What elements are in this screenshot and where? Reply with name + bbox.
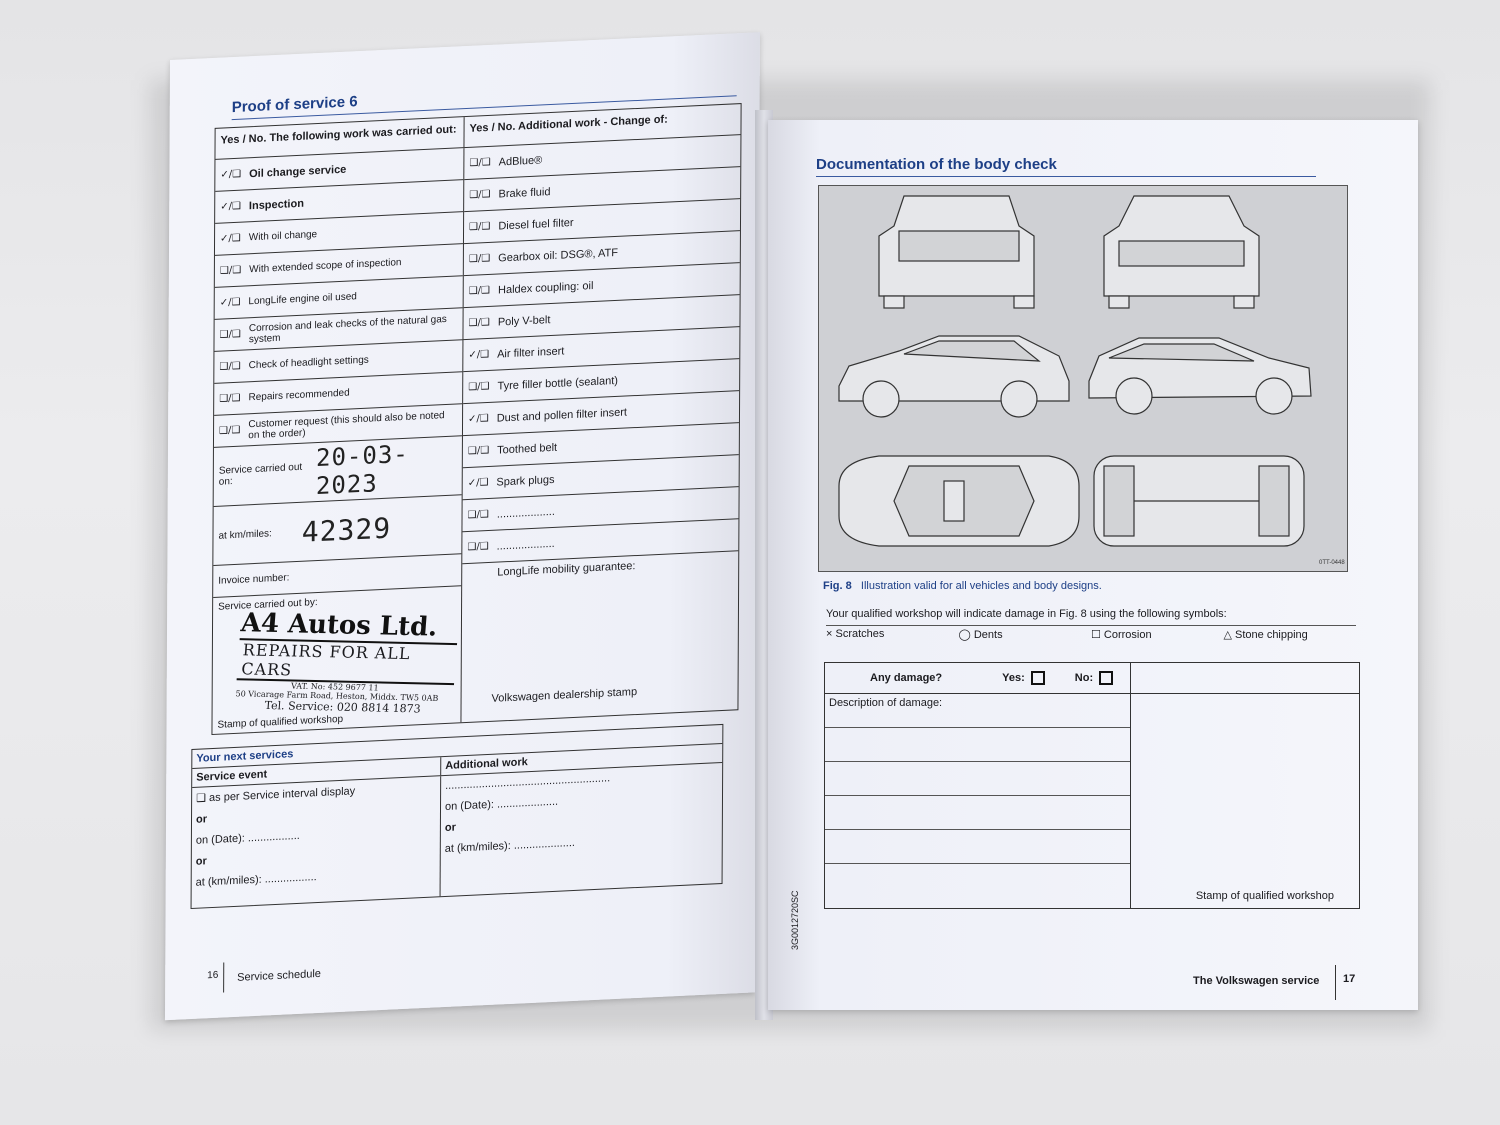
service-date-value[interactable]: 20-03-2023 [315, 439, 409, 501]
work-item: With oil change [248, 229, 318, 244]
stamp-tel: Tel. Service: 020 8814 1873 [264, 698, 422, 716]
footer-label: The Volkswagen service [1193, 975, 1320, 987]
work-item: Corrosion and leak checks of the natural gas system [248, 313, 447, 345]
additional-header: Yes / No. Additional work - Change of: [469, 113, 668, 135]
figure-label: Fig. 8 [823, 580, 852, 592]
service-table [211, 103, 741, 735]
symbols-legend [826, 625, 1356, 641]
checkbox[interactable]: ✓/❑ [468, 412, 489, 425]
checkbox[interactable]: ❑/❑ [467, 444, 490, 457]
stamp-tagline: REPAIRS FOR ALL CARS [237, 638, 458, 685]
page-number: 16 [207, 969, 219, 982]
additional-item: ................... [496, 505, 555, 521]
side-code: 3G0012720SC [790, 890, 800, 950]
or-label: or [195, 855, 207, 868]
additional-item: Tyre filler bottle (sealant) [497, 374, 618, 393]
km-label: at km/miles: [218, 527, 272, 542]
checkbox[interactable]: ❑/❑ [219, 360, 241, 373]
yes-label: Yes: [1002, 672, 1025, 684]
interval-option[interactable]: ❑ as per Service interval display [196, 785, 356, 805]
checkbox[interactable]: ❑/❑ [469, 220, 491, 233]
symbol-corrosion: ☐ Corrosion [1091, 629, 1152, 641]
checkbox[interactable]: ✓/❑ [468, 348, 490, 361]
work-item: Repairs recommended [248, 387, 350, 404]
service-date-label: Service carried out on: [218, 461, 303, 488]
additional-item: Spark plugs [496, 473, 555, 489]
additional-item: Air filter insert [497, 344, 565, 361]
description-line[interactable] [825, 728, 1130, 762]
km-value[interactable]: 42329 [301, 511, 392, 549]
checkbox[interactable]: ❑/❑ [219, 424, 241, 437]
checkbox[interactable]: ❑/❑ [468, 284, 491, 297]
work-item: Customer request (this should also be noted on the order) [248, 409, 445, 441]
checkbox[interactable]: ❑/❑ [219, 264, 242, 277]
on-date-field-2[interactable]: on (Date): .................... [444, 795, 559, 814]
dealership-stamp-area [462, 551, 739, 710]
footer-divider [1335, 965, 1336, 1000]
checkbox[interactable]: ❑/❑ [467, 508, 489, 521]
stamp-name: A4 Autos Ltd. [239, 608, 439, 643]
additional-item: Haldex coupling: oil [497, 279, 594, 297]
checkbox[interactable]: ✓/❑ [467, 476, 489, 489]
invoice-label: Invoice number: [218, 572, 290, 587]
checkbox[interactable]: ❑/❑ [468, 380, 490, 393]
additional-item: ................... [496, 537, 555, 553]
additional-item: Poly V-belt [497, 313, 551, 329]
workshop-stamp-area [212, 586, 461, 734]
additional-item: Dust and pollen filter insert [496, 405, 628, 425]
service-event-header: Service event [192, 757, 441, 787]
description-line[interactable] [825, 830, 1130, 864]
work-item: With extended scope of inspection [249, 257, 402, 276]
or-label: or [195, 813, 208, 826]
or-label: or [444, 821, 456, 835]
mobility-label: LongLife mobility guarantee: [497, 560, 636, 579]
no-checkbox[interactable] [1099, 671, 1113, 685]
on-date-field[interactable]: on (Date): ................. [195, 829, 300, 847]
yes-checkbox[interactable] [1031, 671, 1045, 685]
checkbox[interactable]: ✓/❑ [220, 200, 241, 213]
car-diagram [819, 186, 1347, 571]
work-item: Check of headlight settings [248, 354, 369, 372]
checkbox[interactable]: ❑/❑ [469, 156, 491, 169]
work-item: Inspection [248, 197, 304, 212]
additional-work-field[interactable]: ...................................................... [445, 772, 611, 793]
checkbox[interactable]: ❑/❑ [219, 392, 241, 405]
symbol-stone-chipping: △ Stone chipping [1223, 629, 1308, 641]
work-item: Oil change service [249, 163, 347, 180]
figure-caption-text: Illustration valid for all vehicles and body designs. [860, 580, 1102, 592]
next-services-title: Your next services [192, 725, 722, 769]
dealership-stamp-label: Volkswagen dealership stamp [491, 685, 638, 705]
symbol-dents: ◯ Dents [958, 629, 1003, 641]
checkbox[interactable]: ✓/❑ [219, 296, 241, 309]
checkbox[interactable]: ❑/❑ [219, 328, 241, 341]
workshop-stamp [234, 608, 459, 716]
title-rule [816, 176, 1316, 177]
symbol-scratches: × Scratches [826, 628, 885, 640]
page-title: Documentation of the body check [816, 156, 1057, 173]
additional-item: AdBlue® [498, 153, 543, 168]
description-line[interactable] [825, 762, 1130, 796]
additional-column [461, 135, 740, 722]
right-page [768, 120, 1418, 1010]
additional-item: Gearbox oil: DSG®, ATF [498, 246, 619, 265]
description-label: Description of damage: [825, 694, 1130, 728]
damage-table [824, 662, 1360, 909]
page-number: 17 [1343, 973, 1356, 985]
stamp-address: 50 Vicarage Farm Road, Heston, Middx. TW5 0AB [235, 689, 439, 703]
footer-label: Service schedule [237, 967, 321, 984]
checkbox[interactable]: ❑/❑ [467, 540, 489, 553]
next-services-box [191, 724, 724, 909]
left-page [165, 32, 760, 1020]
damage-question: Any damage? [870, 672, 943, 684]
work-column [212, 148, 464, 734]
checkbox[interactable]: ❑/❑ [468, 252, 491, 265]
additional-work-header: Additional work [445, 756, 528, 773]
additional-item: Brake fluid [498, 185, 551, 201]
symbols-intro: Your qualified workshop will indicate damage in Fig. 8 using the following symbols: [826, 608, 1227, 620]
stamp-label: Stamp of qualified workshop [1195, 890, 1334, 902]
checkbox[interactable]: ✓/❑ [220, 232, 241, 245]
at-km-field[interactable]: at (km/miles): ................. [195, 871, 317, 889]
work-item: LongLife engine oil used [248, 291, 357, 308]
additional-item: Toothed belt [497, 441, 558, 457]
stamp-workshop-label: Stamp of qualified workshop [217, 713, 344, 731]
at-km-field-2[interactable]: at (km/miles): .................... [444, 836, 576, 856]
additional-item: Diesel fuel filter [498, 216, 574, 233]
body-check-figure [818, 185, 1348, 572]
figure-code: 0TT-0448 [1319, 560, 1345, 566]
work-header: Yes / No. The following work was carried out: [215, 117, 464, 159]
stamp-vat: VAT. No: 452 9677 11 [290, 681, 379, 693]
description-line[interactable] [825, 864, 1130, 898]
carried-out-by-label: Service carried out by: [218, 597, 318, 613]
figure-caption [823, 580, 1102, 592]
no-label: No: [1074, 672, 1094, 684]
footer-divider [223, 962, 224, 992]
checkbox[interactable]: ❑/❑ [469, 188, 491, 201]
checkbox[interactable]: ✓/❑ [220, 168, 242, 181]
checkbox[interactable]: ❑/❑ [468, 316, 490, 329]
page-title: Proof of service 6 [231, 93, 358, 117]
description-line[interactable] [825, 796, 1130, 830]
